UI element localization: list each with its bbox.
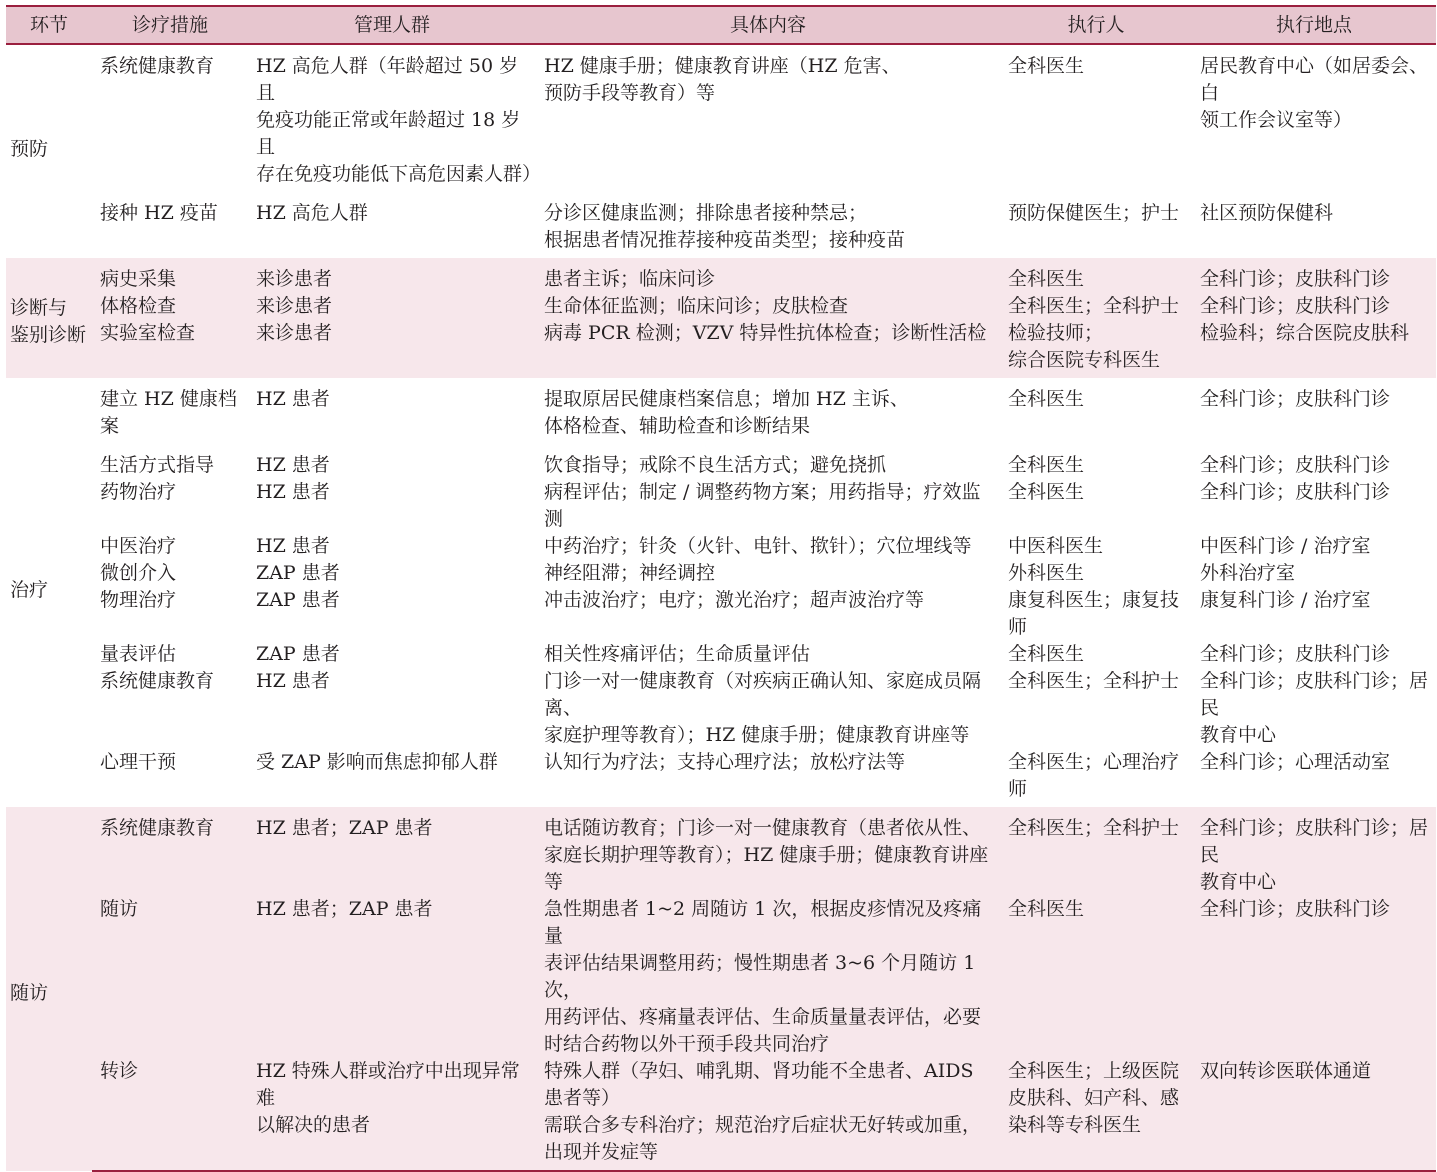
table-row xyxy=(6,320,1436,378)
executor-cell: 全科医生 xyxy=(1008,454,1085,476)
stage-cell: 治疗 xyxy=(10,579,49,601)
population-cell: ZAP 患者 xyxy=(256,643,340,665)
table-row xyxy=(6,560,1436,587)
population-cell: HZ 患者；ZAP 患者 xyxy=(248,807,536,896)
table-row xyxy=(6,668,1436,749)
population-cell: HZ 患者 xyxy=(256,454,330,476)
location-cell: 全科门诊；皮肤科门诊；居民 教育中心 xyxy=(1192,807,1436,896)
table-row xyxy=(6,293,1436,320)
population-cell: HZ 患者；ZAP 患者 xyxy=(248,896,536,1058)
header-stage: 环节 xyxy=(6,6,92,44)
executor-cell: 全科医生；心理治疗师 xyxy=(1008,751,1180,800)
content-cell: 提取原居民健康档案信息；增加 HZ 主诉、 体格检查、辅助检查和诊断结果 xyxy=(544,388,909,437)
header-population: 管理人群 xyxy=(248,6,536,44)
location-cell: 全科门诊；皮肤科门诊 xyxy=(1192,293,1436,320)
population-cell: 来诊患者 xyxy=(248,258,536,293)
location-cell: 社区预防保健科 xyxy=(1200,202,1334,224)
population-cell: HZ 高危人群（年龄超过 50 岁且 免疫功能正常或年龄超过 18 岁且 存在免疫功能低下高危因素人群） xyxy=(256,55,542,185)
population-cell: ZAP 患者 xyxy=(256,589,340,611)
table-row xyxy=(6,807,1436,896)
care-pathway-table xyxy=(6,5,1436,1172)
location-cell: 居民教育中心（如居委会、白 领工作会议室等） xyxy=(1200,55,1429,131)
table-row xyxy=(6,258,1436,293)
measure-cell: 转诊 xyxy=(92,1058,248,1171)
table-row xyxy=(6,641,1436,668)
executor-cell: 检验技师； 综合医院专科医生 xyxy=(1000,320,1192,378)
content-cell: 认知行为疗法；支持心理疗法；放松疗法等 xyxy=(544,751,906,773)
location-cell: 全科门诊；皮肤科门诊 xyxy=(1200,481,1391,503)
measure-cell: 微创介入 xyxy=(100,562,177,584)
content-cell: 患者主诉；临床问诊 xyxy=(536,258,1000,293)
location-cell: 康复科门诊 / 治疗室 xyxy=(1200,589,1371,611)
table-row xyxy=(6,749,1436,807)
executor-cell: 外科医生 xyxy=(1008,562,1085,584)
header-location: 执行地点 xyxy=(1192,6,1436,44)
table-row xyxy=(6,452,1436,479)
table-row xyxy=(6,200,1436,258)
content-cell: 生命体征监测；临床问诊；皮肤检查 xyxy=(536,293,1000,320)
executor-cell: 康复科医生；康复技师 xyxy=(1008,589,1180,638)
location-cell: 全科门诊；皮肤科门诊 xyxy=(1200,454,1391,476)
measure-cell: 生活方式指导 xyxy=(100,454,215,476)
table-row xyxy=(6,44,1436,200)
population-cell: 来诊患者 xyxy=(248,293,536,320)
measure-cell: 系统健康教育 xyxy=(92,807,248,896)
population-cell: HZ 患者 xyxy=(256,481,330,503)
measure-cell: 实验室检查 xyxy=(92,320,248,378)
measure-cell: 体格检查 xyxy=(92,293,248,320)
table-row xyxy=(6,1058,1436,1171)
content-cell: 门诊一对一健康教育（对疾病正确认知、家庭成员隔离、 家庭护理等教育）；HZ 健康手册；健康教育讲座等 xyxy=(544,670,982,746)
location-cell: 中医科门诊 / 治疗室 xyxy=(1200,535,1371,557)
measure-cell: 系统健康教育 xyxy=(100,55,215,77)
content-cell: 冲击波治疗；电疗；激光治疗；超声波治疗等 xyxy=(544,589,925,611)
location-cell: 全科门诊；皮肤科门诊 xyxy=(1200,388,1391,410)
executor-cell: 全科医生；全科护士 xyxy=(1008,670,1180,692)
content-cell: 特殊人群（孕妇、哺乳期、肾功能不全患者、AIDS 患者等） 需联合多专科治疗；规范治疗后症状无好转或加重， 出现并发症等 xyxy=(536,1058,1000,1171)
header-content: 具体内容 xyxy=(536,6,1000,44)
measure-cell: 建立 HZ 健康档案 xyxy=(100,388,237,437)
population-cell: ZAP 患者 xyxy=(256,562,340,584)
stage-cell: 预防 xyxy=(10,138,49,160)
section-1 xyxy=(6,258,1436,378)
table-row xyxy=(6,533,1436,560)
content-cell: 分诊区健康监测；排除患者接种禁忌； 根据患者情况推荐接种疫苗类型；接种疫苗 xyxy=(544,202,906,251)
executor-cell: 全科医生 xyxy=(1008,481,1085,503)
location-cell: 双向转诊医联体通道 xyxy=(1192,1058,1436,1171)
table-row xyxy=(6,896,1436,1058)
table-row xyxy=(6,479,1436,533)
content-cell: 急性期患者 1~2 周随访 1 次，根据皮疹情况及疼痛量 表评估结果调整用药；慢性期患者 3~6 个月随访 1 次， 用药评估、疼痛量表评估、生命质量量表评估，必要 时结合药物以外干预手段共同治疗 xyxy=(536,896,1000,1058)
executor-cell: 全科医生；全科护士 xyxy=(1000,807,1192,896)
measure-cell: 量表评估 xyxy=(100,643,177,665)
population-cell: HZ 患者 xyxy=(256,388,330,410)
content-cell: 饮食指导；戒除不良生活方式；避免挠抓 xyxy=(544,454,887,476)
population-cell: HZ 患者 xyxy=(256,535,330,557)
header-row xyxy=(6,6,1436,44)
executor-cell: 全科医生 xyxy=(1000,896,1192,1058)
content-cell: 病程评估；制定 / 调整药物方案；用药指导；疗效监测 xyxy=(544,481,981,530)
section-3 xyxy=(6,807,1436,1171)
population-cell: 来诊患者 xyxy=(248,320,536,378)
section-2 xyxy=(6,378,1436,807)
header-measure: 诊疗措施 xyxy=(92,6,248,44)
executor-cell: 全科医生 xyxy=(1008,55,1085,77)
location-cell: 全科门诊；皮肤科门诊 xyxy=(1192,896,1436,1058)
stage-cell: 诊断与 鉴别诊断 xyxy=(6,258,92,378)
location-cell: 全科门诊；皮肤科门诊 xyxy=(1192,258,1436,293)
content-cell: 电话随访教育；门诊一对一健康教育（患者依从性、 家庭长期护理等教育）；HZ 健康手册；健康教育讲座等 xyxy=(536,807,1000,896)
location-cell: 全科门诊；皮肤科门诊；居民 教育中心 xyxy=(1200,670,1429,746)
measure-cell: 接种 HZ 疫苗 xyxy=(100,202,218,224)
section-0 xyxy=(6,44,1436,258)
measure-cell: 病史采集 xyxy=(92,258,248,293)
content-cell: 相关性疼痛评估；生命质量评估 xyxy=(544,643,811,665)
measure-cell: 随访 xyxy=(92,896,248,1058)
executor-cell: 全科医生 xyxy=(1008,643,1085,665)
measure-cell: 物理治疗 xyxy=(100,589,177,611)
content-cell: 神经阻滞；神经调控 xyxy=(544,562,716,584)
header-executor: 执行人 xyxy=(1000,6,1192,44)
executor-cell: 全科医生 xyxy=(1000,258,1192,293)
location-cell: 全科门诊；心理活动室 xyxy=(1200,751,1391,773)
population-cell: HZ 特殊人群或治疗中出现异常难 以解决的患者 xyxy=(248,1058,536,1171)
stage-cell: 随访 xyxy=(6,807,92,1171)
location-cell: 全科门诊；皮肤科门诊 xyxy=(1200,643,1391,665)
executor-cell: 预防保健医生；护士 xyxy=(1008,202,1180,224)
executor-cell: 全科医生 xyxy=(1008,388,1085,410)
population-cell: 受 ZAP 影响而焦虑抑郁人群 xyxy=(256,751,498,773)
measure-cell: 中医治疗 xyxy=(100,535,177,557)
content-cell: HZ 健康手册；健康教育讲座（HZ 危害、 预防手段等教育）等 xyxy=(544,55,901,104)
executor-cell: 全科医生；上级医院 皮肤科、妇产科、感 染科等专科医生 xyxy=(1000,1058,1192,1171)
executor-cell: 中医科医生 xyxy=(1008,535,1104,557)
measure-cell: 系统健康教育 xyxy=(100,670,215,692)
population-cell: HZ 高危人群 xyxy=(256,202,368,224)
table-row xyxy=(6,378,1436,452)
measure-cell: 药物治疗 xyxy=(100,481,177,503)
table-row xyxy=(6,587,1436,641)
table-header xyxy=(6,6,1436,44)
executor-cell: 全科医生；全科护士 xyxy=(1000,293,1192,320)
location-cell: 检验科；综合医院皮肤科 xyxy=(1192,320,1436,378)
content-cell: 中药治疗；针灸（火针、电针、揿针）；穴位埋线等 xyxy=(544,535,972,557)
content-cell: 病毒 PCR 检测；VZV 特异性抗体检查；诊断性活检 xyxy=(536,320,1000,378)
measure-cell: 心理干预 xyxy=(100,751,177,773)
population-cell: HZ 患者 xyxy=(256,670,330,692)
location-cell: 外科治疗室 xyxy=(1200,562,1296,584)
